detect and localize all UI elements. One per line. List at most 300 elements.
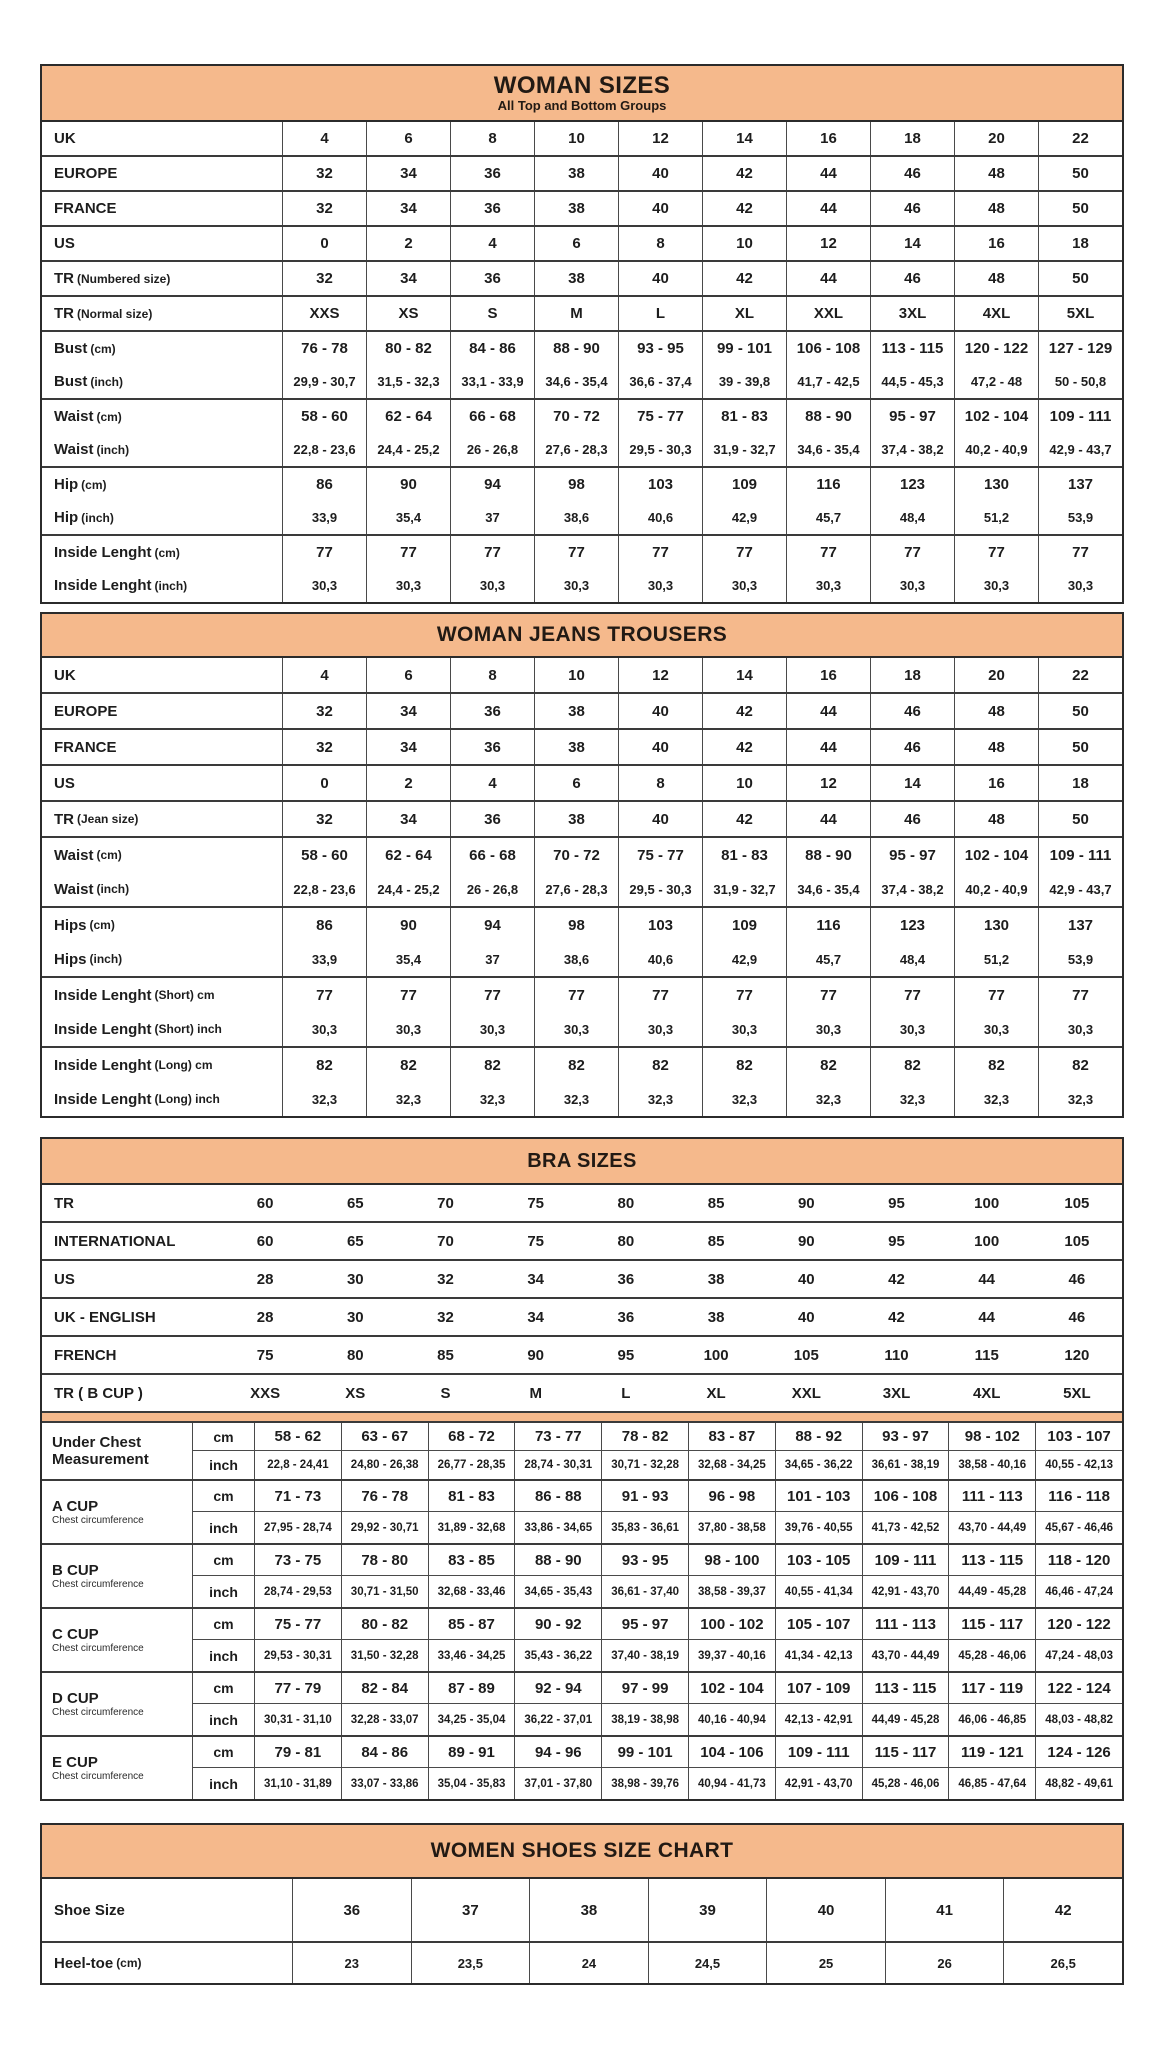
value-cell: 30,3: [954, 569, 1038, 602]
value-cell: 109 - 111: [862, 1545, 949, 1576]
row-label: Inside Lenght (inch): [54, 577, 188, 594]
table-row: [42, 365, 1122, 398]
table-row: [42, 1337, 1122, 1373]
table-title: BRA SIZES: [527, 1149, 637, 1172]
value-cell: 95 - 97: [601, 1609, 688, 1640]
value-cell: 65: [346, 1194, 364, 1212]
value-cell: 77: [786, 536, 870, 569]
table-row: [42, 1879, 1122, 1941]
value-cell: 32: [282, 802, 366, 836]
value-cell: 40,2 - 40,9: [954, 872, 1038, 906]
value-cell: 65: [346, 1232, 364, 1250]
unit-cell: cm: [192, 1737, 254, 1768]
value-cell: 43,70 - 44,49: [862, 1640, 949, 1671]
value-cell: 44: [786, 157, 870, 190]
value-cell: 32,3: [534, 1082, 618, 1116]
cup-group: [42, 1737, 1122, 1799]
value-cell: 87 - 89: [428, 1673, 515, 1704]
value-cell: 73 - 77: [514, 1423, 601, 1451]
value-cell: XXL: [791, 1384, 821, 1402]
cup-group: [42, 1673, 1122, 1737]
value-cell: 41,73 - 42,52: [862, 1512, 949, 1543]
row-label: Hips (cm): [54, 916, 115, 934]
table-row: [42, 400, 1122, 433]
value-cell: 46,85 - 47,64: [948, 1768, 1035, 1799]
value-cell: 39,37 - 40,16: [688, 1640, 775, 1671]
value-cell: 77: [450, 536, 534, 569]
value-cell: 38,58 - 39,37: [688, 1576, 775, 1607]
value-cell: 38,98 - 39,76: [601, 1768, 688, 1799]
value-cell: 33,86 - 34,65: [514, 1512, 601, 1543]
value-cell: 99 - 101: [702, 332, 786, 365]
value-cell: 20: [954, 658, 1038, 692]
value-cell: 22: [1038, 658, 1122, 692]
value-cell: 48: [954, 730, 1038, 764]
value-cell: 99 - 101: [601, 1737, 688, 1768]
unit-cell: cm: [192, 1673, 254, 1704]
value-cell: 86: [282, 468, 366, 501]
table-row: [42, 908, 1122, 942]
row-label: Waist (inch): [54, 880, 130, 898]
value-cell: 104 - 106: [688, 1737, 775, 1768]
row-label-detail: (inch): [96, 882, 130, 896]
value-cell: 53,9: [1038, 501, 1122, 534]
value-cell: 38,6: [534, 501, 618, 534]
value-cell: 41,34 - 42,13: [775, 1640, 862, 1671]
value-cell: 78 - 82: [601, 1423, 688, 1451]
value-cell: 116: [786, 468, 870, 501]
value-cell: 46: [870, 694, 954, 728]
unit-cell: cm: [192, 1609, 254, 1640]
value-cell: 105: [1064, 1194, 1090, 1212]
table-row: [42, 872, 1122, 906]
value-cell: XXL: [786, 297, 870, 330]
value-cell: 76 - 78: [282, 332, 366, 365]
row-label: Waist (cm): [54, 408, 122, 425]
value-cell: 85: [707, 1194, 725, 1212]
value-cell: 85 - 87: [428, 1609, 515, 1640]
row-label-detail: (inch): [96, 442, 130, 457]
row-label: Inside Lenght (Short) cm: [54, 986, 215, 1004]
row-group: [42, 400, 1122, 468]
unit-cell: inch: [192, 1576, 254, 1607]
value-cell: 50: [1038, 730, 1122, 764]
cup-label-main: C CUP: [52, 1625, 99, 1643]
value-cell: 32: [282, 262, 366, 295]
value-cell: 42: [702, 802, 786, 836]
value-cell: 36: [450, 157, 534, 190]
women-shoes-size-chart-table: [40, 1823, 1124, 1985]
row-label: FRANCE: [54, 200, 117, 217]
value-cell: 107 - 109: [775, 1673, 862, 1704]
value-cell: 38: [529, 1879, 648, 1941]
value-cell: 46: [870, 157, 954, 190]
value-cell: 95 - 97: [870, 400, 954, 433]
value-cell: 47,24 - 48,03: [1035, 1640, 1122, 1671]
value-cell: 100: [974, 1194, 1000, 1212]
value-cell: 90: [366, 908, 450, 942]
value-cell: 50 - 50,8: [1038, 365, 1122, 398]
value-cell: 77: [954, 978, 1038, 1012]
value-cell: 32,3: [702, 1082, 786, 1116]
row-label: Hips (inch): [54, 950, 123, 968]
value-cell: 88 - 90: [786, 400, 870, 433]
value-cell: 77: [1038, 536, 1122, 569]
value-cell: 36,22 - 37,01: [514, 1704, 601, 1735]
value-cell: 39: [648, 1879, 767, 1941]
row-label: INTERNATIONAL: [54, 1232, 176, 1250]
value-cell: 98: [534, 908, 618, 942]
value-cell: 50: [1038, 192, 1122, 225]
value-cell: 30,3: [702, 569, 786, 602]
value-cell: 32,68 - 33,46: [428, 1576, 515, 1607]
value-cell: 44: [786, 262, 870, 295]
value-cell: 85: [707, 1232, 725, 1250]
value-cell: 130: [954, 908, 1038, 942]
value-cell: 88 - 90: [514, 1545, 601, 1576]
value-cell: 45,28 - 46,06: [948, 1640, 1035, 1671]
value-cell: 8: [618, 227, 702, 260]
value-cell: S: [440, 1384, 451, 1402]
value-cell: 48,4: [870, 501, 954, 534]
value-cell: 33,1 - 33,9: [450, 365, 534, 398]
value-cell: 44: [786, 694, 870, 728]
cup-group: [42, 1545, 1122, 1609]
value-cell: 48,03 - 48,82: [1035, 1704, 1122, 1735]
value-cell: 28: [256, 1270, 274, 1288]
value-cell: 92 - 94: [514, 1673, 601, 1704]
value-cell: 81 - 83: [428, 1481, 515, 1512]
cup-label-main: D CUP: [52, 1689, 99, 1707]
value-cell: 46,06 - 46,85: [948, 1704, 1035, 1735]
value-cell: 113 - 115: [870, 332, 954, 365]
value-cell: 6: [366, 122, 450, 155]
value-cell: 5XL: [1038, 297, 1122, 330]
value-cell: 34: [527, 1270, 545, 1288]
value-cell: 30,3: [282, 1012, 366, 1046]
value-cell: 81 - 83: [702, 838, 786, 872]
value-cell: 10: [702, 227, 786, 260]
value-cell: 30,3: [534, 569, 618, 602]
row-label-detail: (inch): [81, 510, 114, 525]
row-label-detail: (Numbered size): [77, 271, 171, 286]
table-subtitle: All Top and Bottom Groups: [497, 98, 667, 114]
value-cell: 46: [870, 262, 954, 295]
value-cell: 38,6: [534, 942, 618, 976]
value-cell: 22,8 - 23,6: [282, 872, 366, 906]
value-cell: 42,9 - 43,7: [1038, 872, 1122, 906]
value-cell: 111 - 113: [862, 1609, 949, 1640]
value-cell: 68 - 72: [428, 1423, 515, 1451]
value-cell: 14: [702, 122, 786, 155]
value-cell: 34: [366, 730, 450, 764]
value-cell: 51,2: [954, 942, 1038, 976]
value-cell: 30,3: [618, 1012, 702, 1046]
value-cell: 90: [797, 1232, 815, 1250]
row-label: EUROPE: [54, 165, 118, 182]
value-cell: 29,5 - 30,3: [618, 433, 702, 466]
value-cell: 100: [974, 1232, 1000, 1250]
value-cell: 36: [617, 1270, 635, 1288]
value-cell: 24,80 - 26,38: [341, 1451, 428, 1479]
table-row: [42, 942, 1122, 976]
value-cell: 48: [954, 262, 1038, 295]
row-label: UK: [54, 130, 76, 147]
value-cell: 48: [954, 192, 1038, 225]
value-cell: 37: [411, 1879, 530, 1941]
value-cell: 45,67 - 46,46: [1035, 1512, 1122, 1543]
value-cell: 35,04 - 35,83: [428, 1768, 515, 1799]
value-cell: 82: [534, 1048, 618, 1082]
value-cell: 98 - 100: [688, 1545, 775, 1576]
value-cell: 42: [702, 262, 786, 295]
value-cell: 77: [534, 978, 618, 1012]
value-cell: 41,7 - 42,5: [786, 365, 870, 398]
value-cell: 82: [954, 1048, 1038, 1082]
table-row: [42, 1223, 1122, 1259]
value-cell: 31,5 - 32,3: [366, 365, 450, 398]
value-cell: 22,8 - 23,6: [282, 433, 366, 466]
value-cell: XXS: [282, 297, 366, 330]
value-cell: 89 - 91: [428, 1737, 515, 1768]
value-cell: 70 - 72: [534, 838, 618, 872]
row-label: FRANCE: [54, 738, 117, 756]
value-cell: 50: [1038, 262, 1122, 295]
value-cell: 38: [707, 1270, 725, 1288]
value-cell: 29,9 - 30,7: [282, 365, 366, 398]
value-cell: 42: [888, 1308, 905, 1326]
value-cell: 45,7: [786, 501, 870, 534]
value-cell: 42,13 - 42,91: [775, 1704, 862, 1735]
value-cell: 32,3: [450, 1082, 534, 1116]
value-cell: 35,43 - 36,22: [514, 1640, 601, 1671]
value-cell: 109 - 111: [1038, 838, 1122, 872]
value-cell: 73 - 75: [254, 1545, 341, 1576]
value-cell: 0: [282, 766, 366, 800]
value-cell: 32: [282, 730, 366, 764]
table-row: [42, 157, 1122, 190]
value-cell: 31,10 - 31,89: [254, 1768, 341, 1799]
value-cell: 36: [292, 1879, 411, 1941]
value-cell: 82: [870, 1048, 954, 1082]
value-cell: 66 - 68: [450, 400, 534, 433]
value-cell: 28,74 - 30,31: [514, 1451, 601, 1479]
table-row: [42, 569, 1122, 602]
value-cell: 32,28 - 33,07: [341, 1704, 428, 1735]
value-cell: 124 - 126: [1035, 1737, 1122, 1768]
value-cell: 30,3: [366, 569, 450, 602]
value-cell: 22: [1038, 122, 1122, 155]
value-cell: 83 - 87: [688, 1423, 775, 1451]
value-cell: 36: [617, 1308, 635, 1326]
value-cell: 30,31 - 31,10: [254, 1704, 341, 1735]
row-label-detail: (Short) inch: [154, 1022, 222, 1036]
value-cell: 28: [256, 1308, 274, 1326]
value-cell: M: [534, 297, 618, 330]
value-cell: 46: [870, 802, 954, 836]
value-cell: 42: [702, 157, 786, 190]
value-cell: 24,4 - 25,2: [366, 872, 450, 906]
table-row: [42, 262, 1122, 295]
value-cell: 106 - 108: [786, 332, 870, 365]
value-cell: 77: [786, 978, 870, 1012]
table-title: WOMAN JEANS TROUSERS: [436, 622, 728, 646]
cup-label: [42, 1737, 192, 1799]
value-cell: 122 - 124: [1035, 1673, 1122, 1704]
value-cell: 62 - 64: [366, 400, 450, 433]
row-label: Waist (inch): [54, 441, 130, 458]
row-group: [42, 227, 1122, 262]
value-cell: 32,3: [366, 1082, 450, 1116]
value-cell: 44,5 - 45,3: [870, 365, 954, 398]
value-cell: L: [618, 297, 702, 330]
value-cell: 120 - 122: [1035, 1609, 1122, 1640]
value-cell: 30,3: [534, 1012, 618, 1046]
value-cell: 38: [534, 157, 618, 190]
value-cell: 18: [870, 658, 954, 692]
row-group: [42, 908, 1122, 978]
table-row: [42, 501, 1122, 534]
value-cell: 34,6 - 35,4: [786, 872, 870, 906]
cup-label: [42, 1545, 192, 1607]
value-cell: 34: [366, 157, 450, 190]
value-cell: 30,3: [450, 569, 534, 602]
cup-label-main: Under Chest Measurement: [52, 1433, 149, 1468]
row-label: Bust (inch): [54, 373, 124, 390]
value-cell: 48: [954, 802, 1038, 836]
value-cell: 32: [282, 157, 366, 190]
value-cell: 37,4 - 38,2: [870, 872, 954, 906]
table-row: [42, 658, 1122, 692]
value-cell: 80 - 82: [341, 1609, 428, 1640]
row-label: TR: [54, 1194, 74, 1212]
value-cell: 40,55 - 42,13: [1035, 1451, 1122, 1479]
value-cell: 24: [529, 1943, 648, 1983]
value-cell: 77: [366, 978, 450, 1012]
value-cell: 105: [793, 1346, 819, 1364]
row-label-detail: (Long) inch: [154, 1092, 220, 1106]
cup-label-sub: Chest circumference: [52, 1515, 144, 1527]
value-cell: 91 - 93: [601, 1481, 688, 1512]
value-cell: 90: [797, 1194, 815, 1212]
value-cell: 94 - 96: [514, 1737, 601, 1768]
value-cell: 82 - 84: [341, 1673, 428, 1704]
cup-label-main: E CUP: [52, 1753, 98, 1771]
value-cell: 8: [450, 658, 534, 692]
value-cell: 40: [766, 1879, 885, 1941]
value-cell: 36: [450, 802, 534, 836]
cup-label-sub: Chest circumference: [52, 1643, 144, 1655]
value-cell: 130: [954, 468, 1038, 501]
value-cell: 32,3: [954, 1082, 1038, 1116]
value-cell: 30,3: [786, 569, 870, 602]
cup-label-sub: Chest circumference: [52, 1579, 144, 1591]
value-cell: 48,4: [870, 942, 954, 976]
value-cell: 8: [618, 766, 702, 800]
value-cell: 30,3: [870, 1012, 954, 1046]
table-row: [42, 1048, 1122, 1082]
value-cell: 2: [366, 227, 450, 260]
value-cell: 45,7: [786, 942, 870, 976]
value-cell: 77: [954, 536, 1038, 569]
value-cell: 46: [1068, 1270, 1086, 1288]
row-group: [42, 536, 1122, 602]
row-label: Inside Lenght (Long) inch: [54, 1090, 220, 1108]
unit-cell: inch: [192, 1640, 254, 1671]
value-cell: 77: [1038, 978, 1122, 1012]
value-cell: 31,9 - 32,7: [702, 872, 786, 906]
value-cell: 34: [366, 262, 450, 295]
value-cell: 88 - 92: [775, 1423, 862, 1451]
value-cell: 76 - 78: [341, 1481, 428, 1512]
value-cell: 98 - 102: [948, 1423, 1035, 1451]
cup-label: [42, 1481, 192, 1543]
value-cell: 102 - 104: [688, 1673, 775, 1704]
value-cell: 27,6 - 28,3: [534, 433, 618, 466]
value-cell: 31,9 - 32,7: [702, 433, 786, 466]
value-cell: 18: [1038, 227, 1122, 260]
value-cell: 32,3: [1038, 1082, 1122, 1116]
table-header: [42, 1139, 1122, 1185]
table-row: [42, 297, 1122, 330]
value-cell: 30,3: [282, 569, 366, 602]
row-group: [42, 658, 1122, 694]
row-group: [42, 1337, 1122, 1375]
row-group: [42, 192, 1122, 227]
value-cell: 38: [534, 730, 618, 764]
value-cell: 23: [292, 1943, 411, 1983]
value-cell: 103: [618, 468, 702, 501]
row-label: FRENCH: [54, 1346, 117, 1364]
value-cell: 30,3: [1038, 569, 1122, 602]
table-row: [42, 536, 1122, 569]
value-cell: 47,2 - 48: [954, 365, 1038, 398]
value-cell: 116: [786, 908, 870, 942]
row-label: Inside Lenght (Short) inch: [54, 1020, 222, 1038]
row-label-detail: (inch): [154, 578, 188, 593]
value-cell: 95: [617, 1346, 635, 1364]
value-cell: 116 - 118: [1035, 1481, 1122, 1512]
value-cell: 35,83 - 36,61: [601, 1512, 688, 1543]
value-cell: 28,74 - 29,53: [254, 1576, 341, 1607]
value-cell: 81 - 83: [702, 400, 786, 433]
row-group: [42, 1185, 1122, 1223]
value-cell: 77: [366, 536, 450, 569]
value-cell: 37: [450, 942, 534, 976]
value-cell: 32: [282, 694, 366, 728]
row-group: [42, 1375, 1122, 1411]
value-cell: 33,07 - 33,86: [341, 1768, 428, 1799]
value-cell: 102 - 104: [954, 400, 1038, 433]
value-cell: 40: [618, 730, 702, 764]
value-cell: 115 - 117: [948, 1609, 1035, 1640]
row-group: [42, 122, 1122, 157]
value-cell: 115 - 117: [862, 1737, 949, 1768]
value-cell: XL: [706, 1384, 726, 1402]
value-cell: 33,9: [282, 942, 366, 976]
value-cell: 10: [534, 658, 618, 692]
value-cell: 30: [346, 1270, 364, 1288]
value-cell: 10: [534, 122, 618, 155]
value-cell: 103 - 107: [1035, 1423, 1122, 1451]
value-cell: 37,01 - 37,80: [514, 1768, 601, 1799]
row-label: US: [54, 774, 75, 792]
row-label: Heel-toe (cm): [54, 1954, 142, 1972]
value-cell: 80: [617, 1232, 635, 1250]
value-cell: 5XL: [1063, 1384, 1091, 1402]
value-cell: 30,71 - 32,28: [601, 1451, 688, 1479]
value-cell: 26 - 26,8: [450, 433, 534, 466]
